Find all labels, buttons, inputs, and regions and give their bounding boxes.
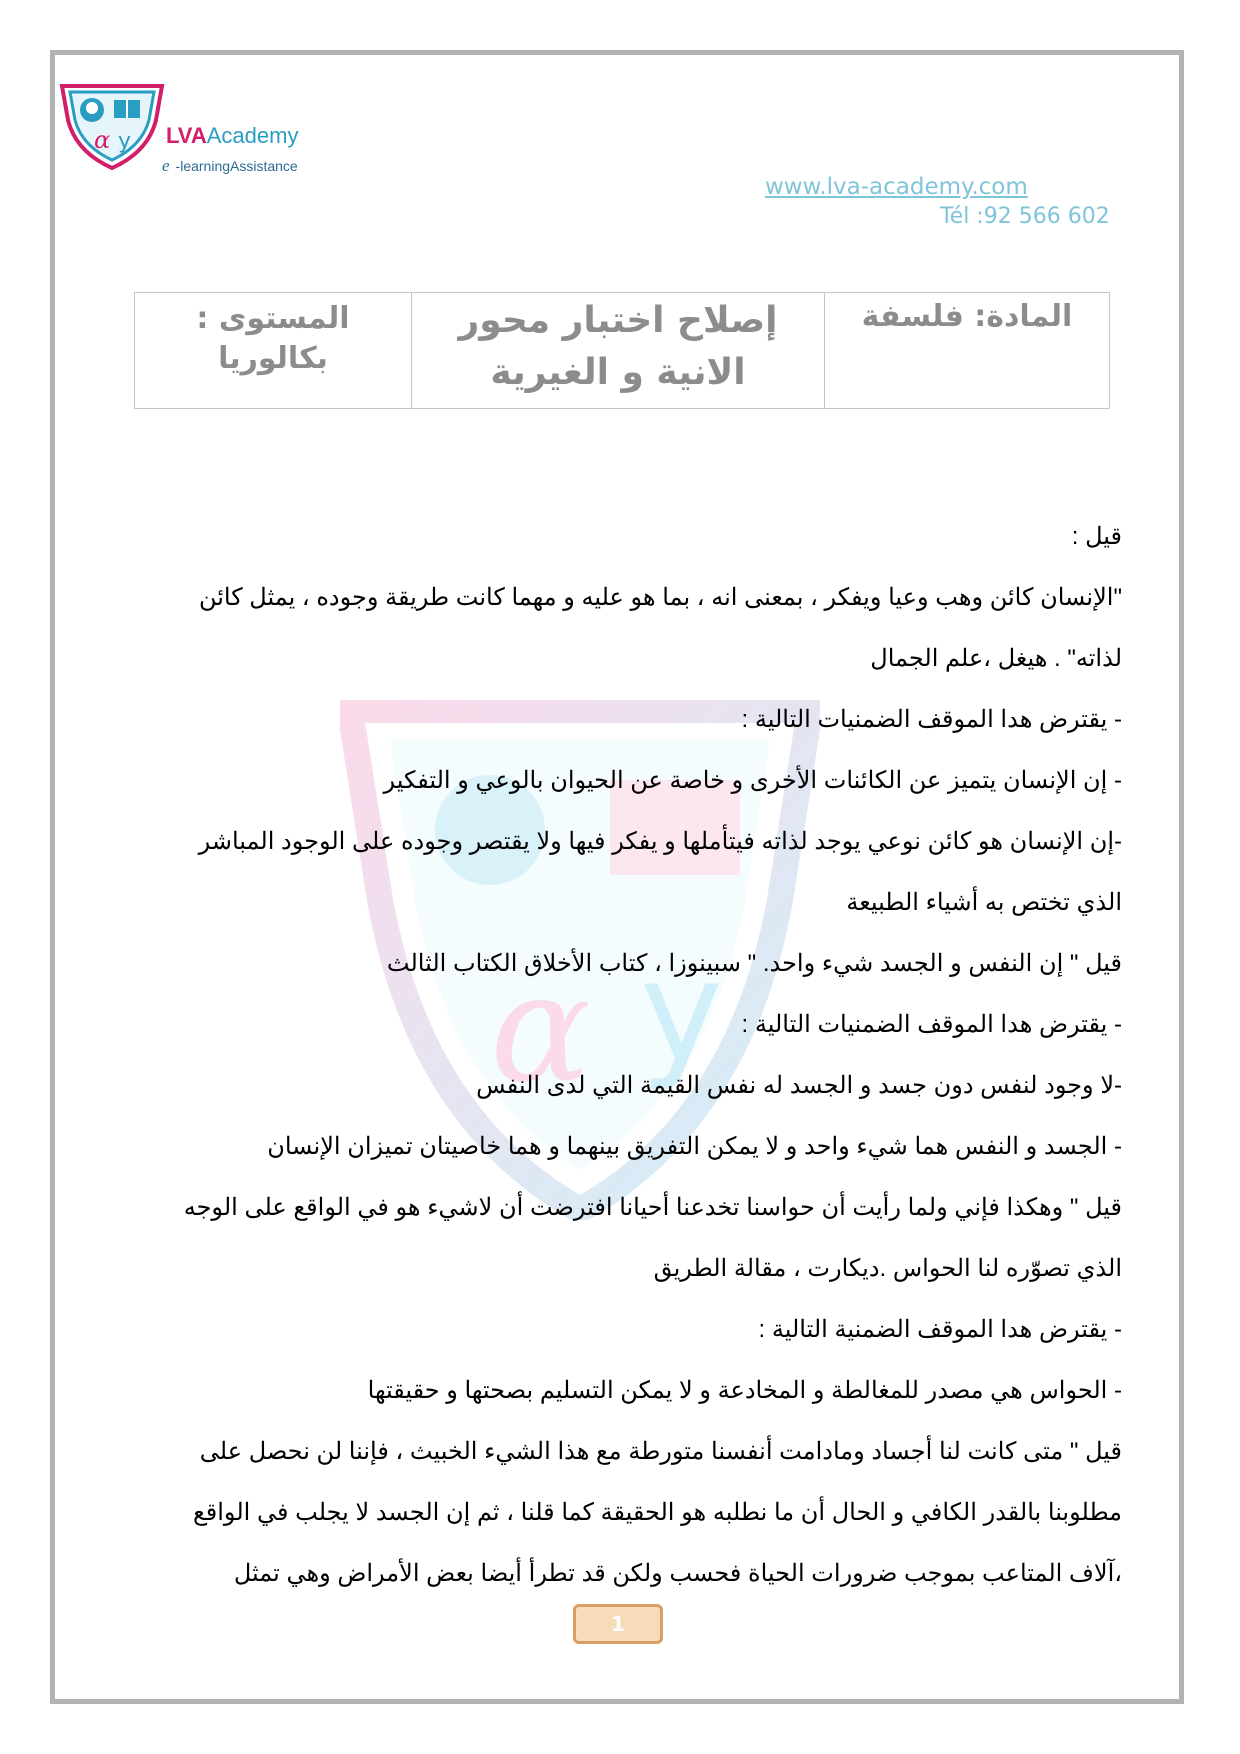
svg-text:α: α [94,126,111,154]
body-line: قيل " وهكذا فإني ولما رأيت أن حواسنا تخدعنا أحيانا افترضت أن لاشيء هو في الواقع على الوجه [183,1194,1122,1221]
brand-tagline: e -learningAssistance [162,156,298,175]
svg-text:y: y [640,931,723,1094]
body-line: قيل " متى كانت لنا أجساد ومادامت أنفسنا متورطة مع هذا الشيء الخبيث ، فإننا لن نحصل على [199,1438,1122,1465]
title-line-2: الانية و الغيرية [490,352,746,393]
body-line: لذاته" . هيغل ،علم الجمال [870,645,1122,672]
website-link[interactable]: www.lva-academy.com [765,174,1028,200]
body-line: ،آلاف المتاعب بموجب ضرورات الحياة فحسب ولكن قد تطرأ أيضا بعض الأمراض وهي تمثل [233,1560,1122,1587]
level-line-1: المستوى : [196,301,350,336]
body-line: -إن الإنسان هو كائن نوعي يوجد لذاته فيتأملها و يفكر فيها ولا يقتصر وجوده على الوجود المباشر [198,828,1122,855]
subject-cell: المادة: فلسفة [825,293,1110,409]
body-line: - الجسد و النفس هما شيء واحد و لا يمكن التفريق بينهما و هما خاصيتان تميزان الإنسان [267,1133,1122,1160]
phone-number: Tél :92 566 602 [940,204,1110,229]
body-line: قيل : [1071,523,1122,550]
exam-body-text [112,515,1122,1613]
page-number-badge: 1 [573,1604,663,1644]
body-line: - يقترض هدا الموقف الضمنيات التالية : [741,706,1122,733]
brand-name: LVAAcademy [166,123,299,148]
body-line: "الإنسان كائن وهب وعيا ويفكر ، بمعنى انه ، بما هو عليه و مهما كانت طريقة وجوده ، يمثل كائن [198,584,1122,611]
level-cell [135,293,412,409]
lva-academy-logo [58,80,166,170]
svg-text:α: α [490,942,592,1116]
exam-info-table [134,292,1110,409]
body-line: - يقترض هدا الموقف الضمنية التالية : [758,1316,1122,1343]
body-line: -لا وجود لنفس دون جسد و الجسد له نفس القيمة التي لدى النفس [476,1072,1122,1099]
title-cell [412,293,825,409]
body-line: قيل " إن النفس و الجسد شيء واحد. " سبينوزا ، كتاب الأخلاق الكتاب الثالث [386,950,1122,977]
body-line: - إن الإنسان يتميز عن الكائنات الأخرى و خاصة عن الحيوان بالوعي و التفكير [383,767,1122,794]
title-line-1: إصلاح اختبار محور [458,300,778,341]
svg-text:y: y [118,129,132,154]
body-line: الذي تصوّره لنا الحواس .ديكارت ، مقالة الطريق [653,1255,1122,1282]
body-line: - يقترض هدا الموقف الضمنيات التالية : [741,1011,1122,1038]
body-line: - الحواس هي مصدر للمغالطة و المخادعة و لا يمكن التسليم بصحتها و حقيقتها [367,1377,1122,1404]
body-line: الذي تختص به أشياء الطبيعة [846,889,1122,916]
level-line-2: بكالوريا [218,341,328,376]
body-line: مطلوبنا بالقدر الكافي و الحال أن ما نطلبه هو الحقيقة كما قلنا ، ثم إن الجسد لا يجلب في الواقع [193,1499,1122,1526]
